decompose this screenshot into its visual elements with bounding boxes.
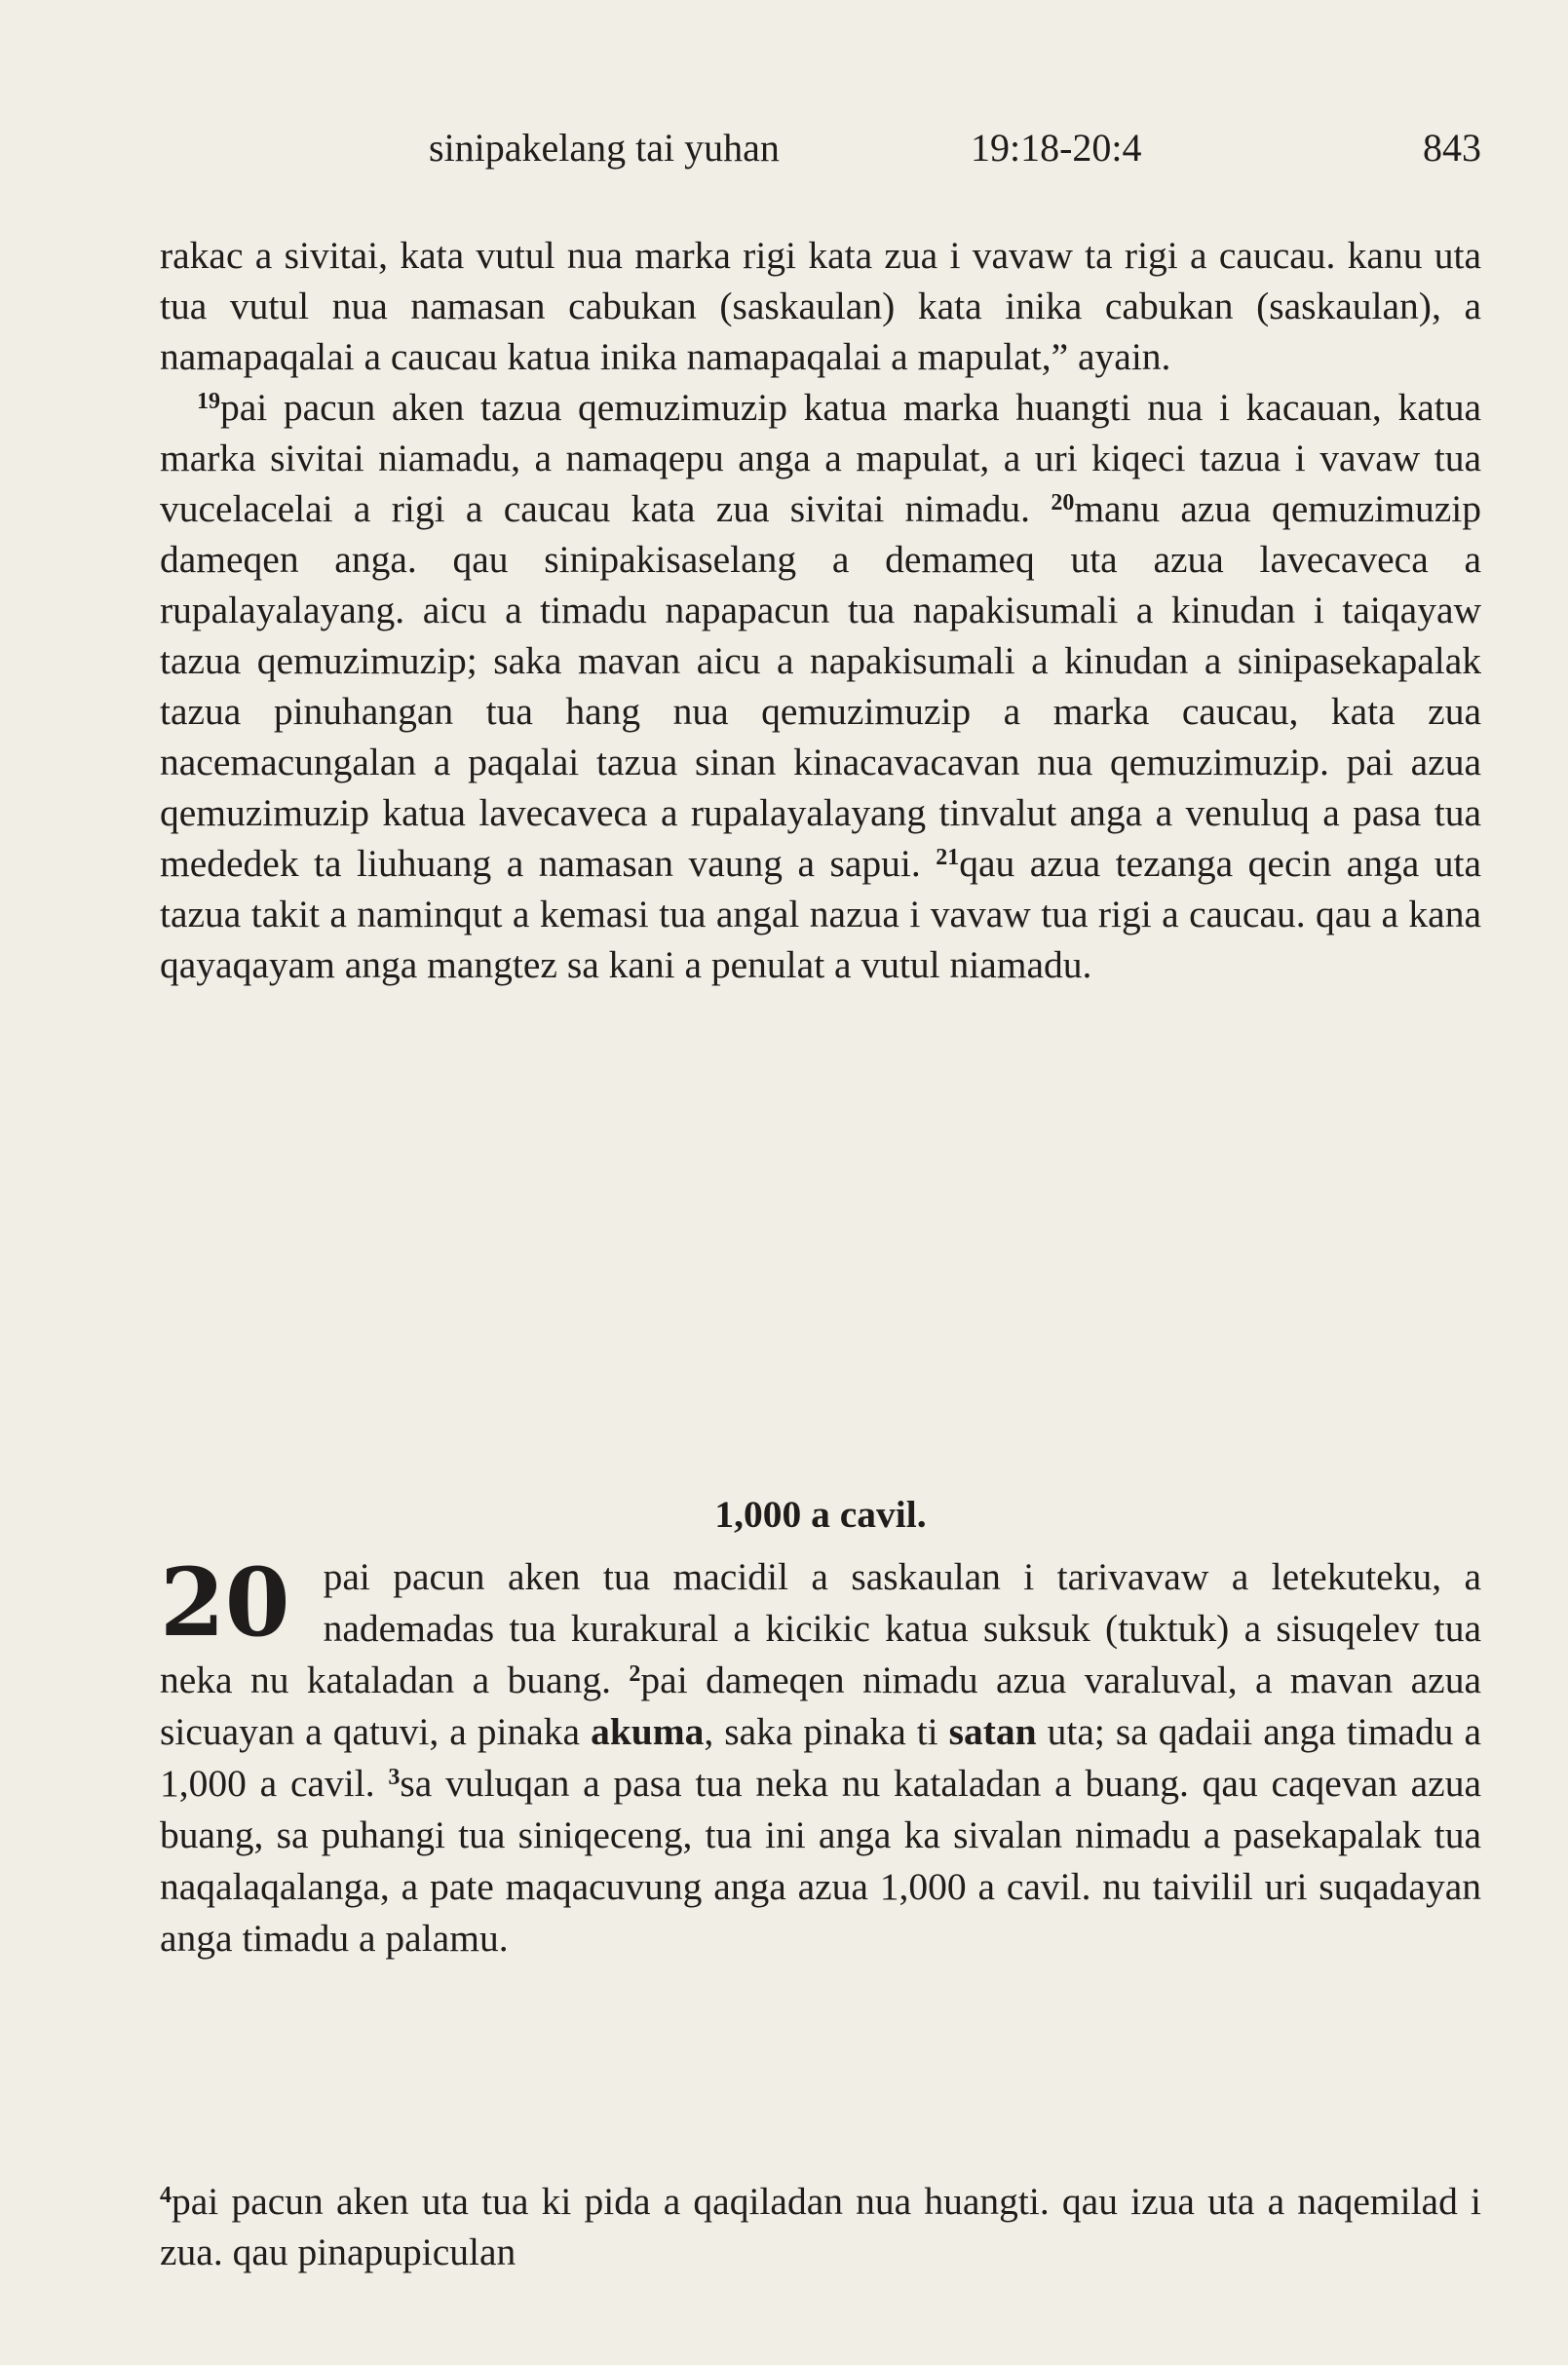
term-akuma: akuma: [591, 1710, 705, 1753]
verse-19-text: pai pacun aken tazua qemuzimuzip katua marka huangti nua i kacauan, katua marka sivitai niamadu, a namaqepu anga a mapulat, a uri kiqeci tazua i vavaw tua vucelacelai a rigi a caucau kata zua sivitai nimadu.: [160, 386, 1481, 530]
running-head: [160, 125, 1481, 183]
chapter-20-text: [160, 1547, 1481, 1964]
chapter-number: 20: [160, 1547, 290, 1658]
page-number: 843: [1423, 126, 1481, 170]
verse-number-21: 21: [936, 845, 960, 870]
paragraph-20-1: [160, 1547, 1481, 1964]
running-title: sinipakelang tai yuhan: [429, 126, 780, 170]
paragraph-19-19: [160, 382, 1481, 990]
verse-21-text: qau azua tezanga qecin anga uta tazua takit a naminqut a kemasi tua angal nazua i vavaw tua rigi a caucau. qau a kana qayaqayam anga mangtez sa kani a penulat a vutul niamadu.: [160, 842, 1481, 986]
verse-number-20: 20: [1051, 490, 1075, 515]
verse-number-3: 3: [388, 1765, 401, 1790]
chapter-verse-range: 19:18-20:4: [971, 126, 1142, 170]
verse-2-text-c: uta; sa qadaii anga timadu a 1,000 a cavil.: [160, 1710, 1481, 1805]
paragraph-20-4: [160, 2176, 1481, 2277]
section-heading: 1,000 a cavil.: [714, 1493, 927, 1536]
chapter-20-verse-4: [160, 2176, 1481, 2277]
verse-number-19: 19: [197, 389, 220, 414]
verse-number-2: 2: [629, 1661, 641, 1687]
verse-1-text: pai pacun aken tua macidil a saskaulan i tarivavaw a letekuteku, a nademadas tua kurakural a kicikic katua suksuk (tuktuk) a sisuqelev tua neka nu kataladan a buang.: [160, 1555, 1481, 1701]
verse-2-text-a: pai dameqen nimadu azua varaluval, a mavan azua sicuayan a qatuvi, a pinaka: [160, 1659, 1481, 1753]
paragraph-19-continuation: rakac a sivitai, kata vutul nua marka rigi kata zua i vavaw ta rigi a caucau. kanu uta tua vutul nua namasan cabukan (saskaulan) kata inika cabukan (saskaulan), a namapaqalai a caucau katua inika namapaqalai a mapulat,” ayain.: [160, 234, 1481, 378]
verse-3-text: sa vuluqan a pasa tua neka nu kataladan a buang. qau caqevan azua buang, sa puhangi tua siniqeceng, tua ini anga ka sivalan nimadu a pasekapalak tua naqalaqalanga, a pate maqacuvung anga azua 1,000 a cavil. nu taivilil uri suqadayan anga timadu a palamu.: [160, 1762, 1481, 1960]
term-satan: satan: [948, 1710, 1037, 1753]
verse-2-text-b: , saka pinaka ti: [704, 1710, 949, 1753]
verse-4-text: pai pacun aken uta tua ki pida a qaqiladan nua huangti. qau izua uta a naqemilad i zua. qau pinapupiculan: [160, 2180, 1481, 2273]
verse-number-4: 4: [160, 2183, 172, 2208]
chapter-19-text: [160, 230, 1481, 990]
verse-20-text: manu azua qemuzimuzip dameqen anga. qau sinipakisaselang a demameq uta azua lavecaveca a rupalayalayang. aicu a timadu napapacun tua napakisumali a kinudan i taiqayaw tazua qemuzimuzip; saka mavan aicu a napakisumali a kinudan a sinipasekapalak tazua pinuhangan tua hang nua qemuzimuzip a marka caucau, kata zua nacemacungalan a paqalai tazua sinan kinacavacavan nua qemuzimuzip. pai azua qemuzimuzip katua lavecaveca a rupalayalayang tinvalut anga a venuluq a pasa tua mededek ta liuhuang a namasan vaung a sapui.: [160, 487, 1481, 885]
